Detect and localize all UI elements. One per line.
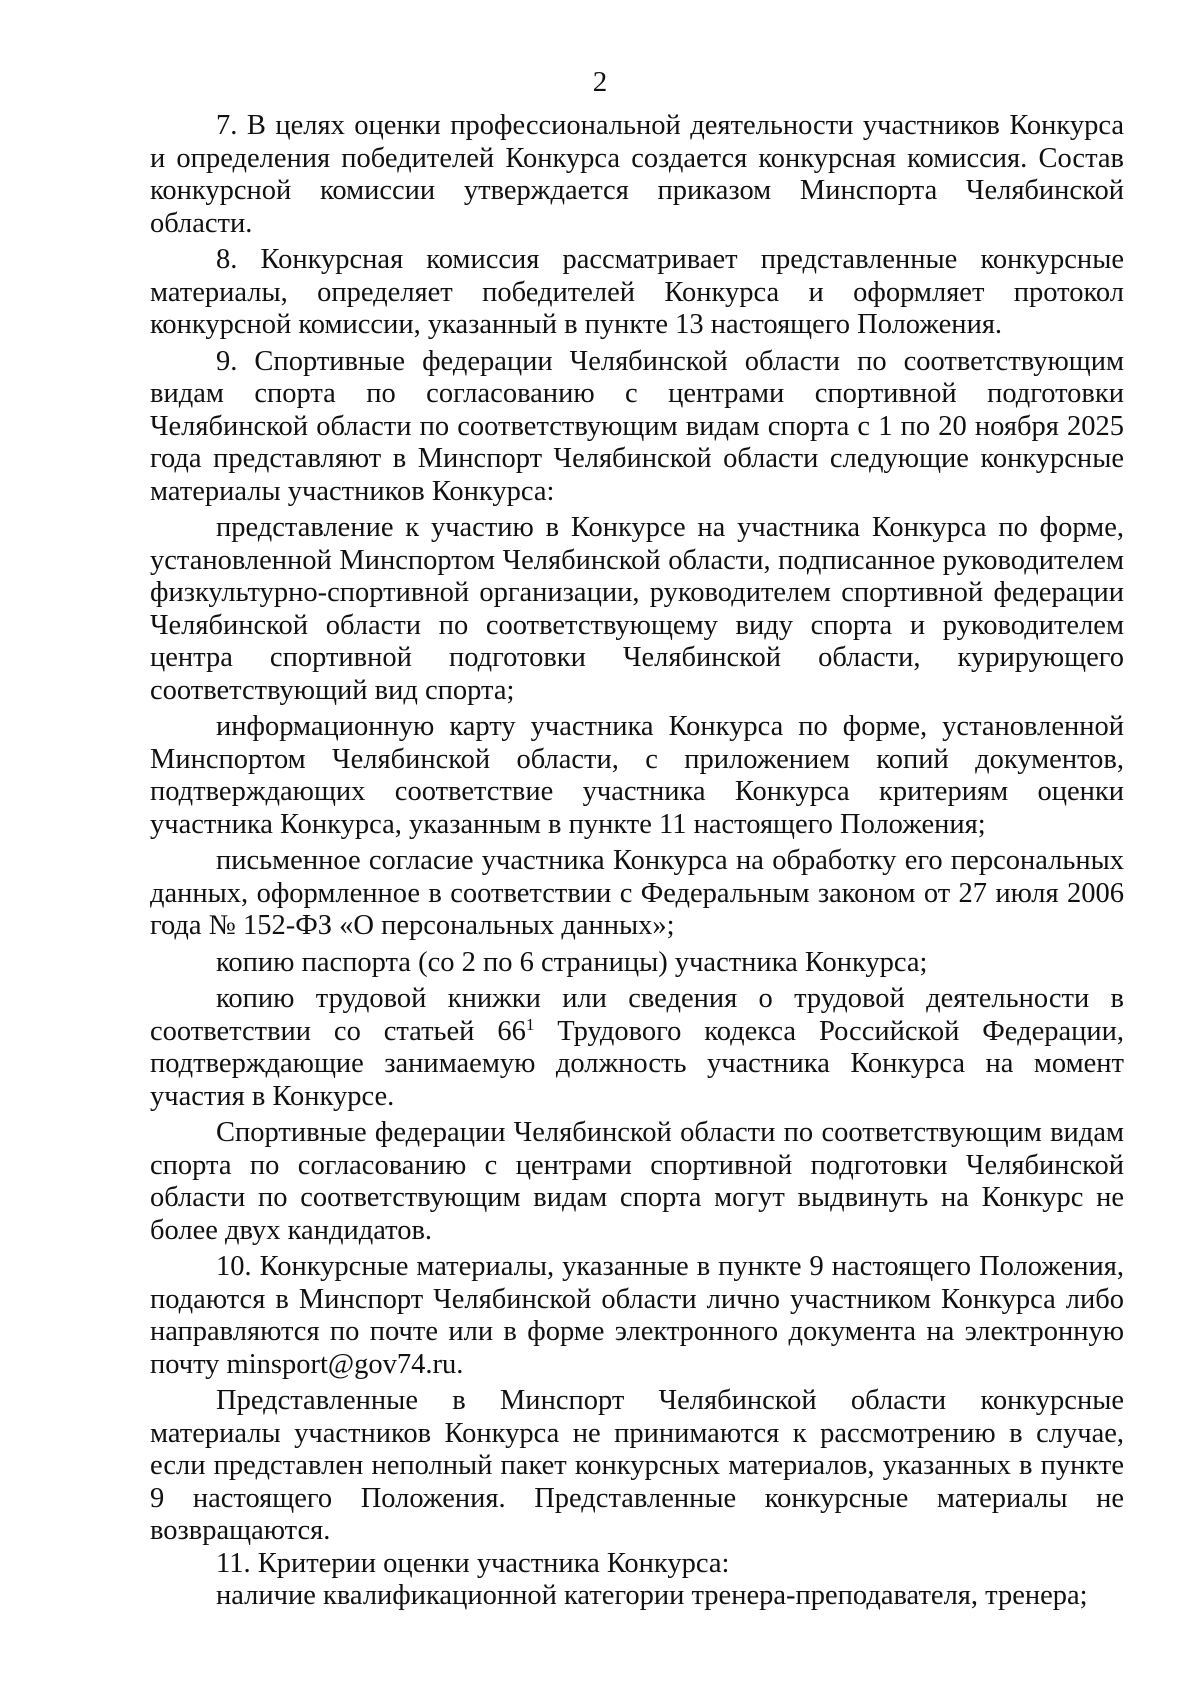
paragraph-9-item-work-book (150, 983, 1124, 1113)
paragraph-11: 11. Критерии оценки участника Конкурса: (216, 1547, 730, 1579)
paragraph-9-note-candidates: Спортивные федерации Челябинской области по соответствующим видам спорта по согласованию с центрами спортивной подготовки Челябинской области по соответствующим видам спорта могут выдвинуть на Конкурс не более двух кандидатов. (150, 1117, 1124, 1246)
paragraph-9-item-passport: копию паспорта (со 2 по 6 страницы) участника Конкурса; (216, 946, 928, 978)
article-superscript: 1 (525, 1014, 535, 1034)
document-body (150, 110, 1124, 1613)
paragraph-9: 9. Спортивные федерации Челябинской области по соответствующим видам спорта по согласованию с центрами спортивной подготовки Челябинской области по соответствующим видам спорта с 1 по 20 ноября 2025 года представляют в Минспорт Челябинской области следующие конкурсные материалы участников Конкурса: (150, 345, 1124, 507)
paragraph-10: 10. Конкурсные материалы, указанные в пункте 9 настоящего Положения, подаются в Минспорт Челябинской области лично участником Конкурса либо направляются по почте или в форме электронного документа на электронную почту minsport@gov74.ru. (150, 1251, 1124, 1380)
paragraph-7: 7. В целях оценки профессиональной деятельности участников Конкурса и определения победителей Конкурса создается конкурсная комиссия. Состав конкурсной комиссии утверждается приказом Минспорта Челябинской области. (150, 110, 1124, 239)
paragraph-9-item-representation: представление к участию в Конкурсе на участника Конкурса по форме, установленной Минспортом Челябинской области, подписанное руководителем физкультурно-спортивной организации, руководителем спортивной федерации Челябинской области по соответствующему виду спорта и руководителем центра спортивной подготовки Челябинской области, курирующего соответствующий вид спорта; (150, 512, 1124, 706)
paragraph-8: 8. Конкурсная комиссия рассматривает представленные конкурсные материалы, определяет победителей Конкурса и оформляет протокол конкурсной комиссии, указанный в пункте 13 настоящего Положения. (150, 244, 1124, 340)
paragraph-11-item-category: наличие квалификационной категории тренера-преподавателя, тренера; (216, 1580, 1088, 1611)
work-book-text-start: копию трудовой книжки или сведения о трудовой деятельности в соответствии со статьей 66 (150, 983, 1124, 1047)
paragraph-9-item-consent: письменное согласие участника Конкурса на обработку его персональных данных, оформленное в соответствии с Федеральным законом от 27 июля 2006 года № 152-ФЗ «О персональных данных»; (150, 845, 1124, 941)
paragraph-9-item-info-card: информационную карту участника Конкурса по форме, установленной Минспортом Челябинской области, с приложением копий документов, подтверждающих соответствие участника Конкурса критериям оценки участника Конкурса, указанным в пункте 11 настоящего Положения; (150, 711, 1124, 840)
work-book-text-end: Трудового кодекса Российской Федерации, подтверждающие занимаемую должность участника Конкурса на момент участия в Конкурсе. (150, 1015, 1125, 1112)
page-number: 2 (592, 66, 608, 98)
paragraph-10-note: Представленные в Минспорт Челябинской области конкурсные материалы участников Конкурса не принимаются к рассмотрению в случае, если представлен неполный пакет конкурсных материалов, указанных в пункте 9 настоящего Положения. Представленные конкурсные материалы не возвращаются. (150, 1385, 1124, 1546)
